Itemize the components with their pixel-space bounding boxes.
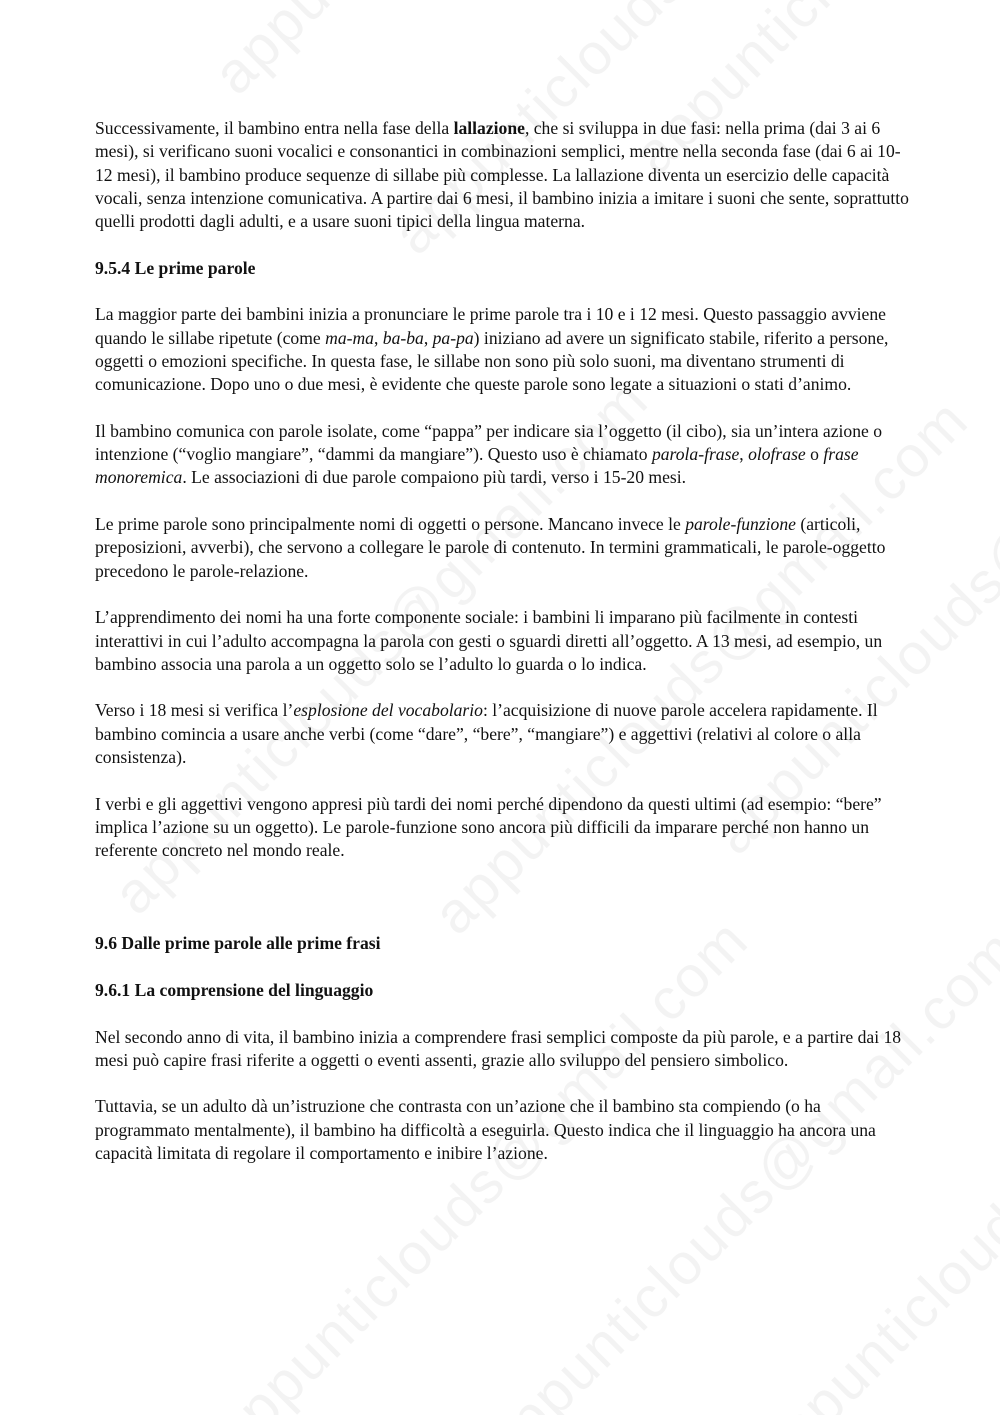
paragraph-apprendimento-nomi: L’apprendimento dei nomi ha una forte componente sociale: i bambini li imparano più facilmente in contesti interattivi in cui l’adulto accompagna la parola con gesti o sguardi diretti all’oggetto. A 13 mesi, ad esempio, un bambino associa una parola a un oggetto solo se l’adulto lo guarda o lo indica. (95, 607, 883, 674)
section-heading-9-5-4: 9.5.4 Le prime parole (95, 257, 256, 278)
paragraph-parole-funzione: Le prime parole sono principalmente nomi di oggetti o persone. Mancano invece le parole-funzione (articoli, preposizioni, avverbi), che servono a collegare le parole di contenuto. In termini grammaticali, le parole-oggetto precedono le parole-relazione. (95, 514, 886, 581)
paragraph-lallazione: Successivamente, il bambino entra nella fase della lallazione, che si sviluppa in due fasi: nella prima (dai 3 ai 6 mesi), si verificano suoni vocalici e consonantici in combinazioni semplici, mentre nella seconda fase (dai 6 ai 10-12 mesi), il bambino produce sequenze di sillabe più complesse. La lallazione diventa un esercizio delle capacità vocali, senza intenzione comunicativa. A partire dai 6 mesi, il bambino inizia a imitare i suoni che sente, soprattutto quelli prodotti dagli adulti, e a usare suoni tipici della lingua materna. (95, 118, 909, 232)
italic-term: olofrase (748, 444, 806, 465)
paragraph-prime-parole: La maggior parte dei bambini inizia a pronunciare le prime parole tra i 10 e i 12 mesi. Questo passaggio avviene quando le sillabe ripetute (come ma-ma, ba-ba, pa-pa) iniziano ad avere un significato stabile, riferito a persone, oggetti o emozioni specifiche. In questa fase, le sillabe non sono più solo suoni, ma diventano strumenti di comunicazione. Dopo uno o due mesi, è evidente che queste parole sono legate a situazioni o stati d’animo. (95, 304, 889, 395)
italic-term: parola-frase (651, 444, 740, 465)
italic-term: frase monoremica (95, 444, 859, 488)
paragraph-istruzione-adulto: Tuttavia, se un adulto dà un’istruzione che contrasta con un’azione che il bambino sta compiendo (o ha programmato mentalmente), il bambino ha difficoltà a eseguirla. Questo indica che il linguaggio ha ancora una capacità limitata di regolare il comportamento e inibire l’azione. (95, 1096, 876, 1164)
italic-term: pa-pa (432, 327, 474, 348)
italic-term: ma-ma (325, 327, 374, 348)
paragraph-verbi-aggettivi: I verbi e gli aggettivi vengono appresi più tardi dei nomi perché dipendono da questi ultimi (ad esempio: “bere” implica l’azione su un oggetto). Le parole-funzione sono ancora più difficili da imparare perché non hanno un referente concreto nel mondo reale. (95, 793, 882, 861)
section-heading-9-6-1: 9.6.1 La comprensione del linguaggio (95, 979, 374, 1000)
watermark (200, 0, 762, 107)
section-spacer (95, 886, 910, 933)
italic-term: esplosione del vocabolario (293, 700, 483, 721)
paragraph-comprensione: Nel secondo anno di vita, il bambino inizia a comprendere frasi semplici composte da più parole, e a partire dai 18 mesi può capire frasi riferite a oggetti o eventi assenti, grazie allo sviluppo del pensiero simbolico. (95, 1026, 902, 1070)
paragraph-esplosione-vocabolario: Verso i 18 mesi si verifica l’esplosione del vocabolario: l’acquisizione di nuove parole accelera rapidamente. Il bambino comincia a usare anche verbi (come “dare”, “bere”, “mangiare”) e aggettivi (relativi al colore o alla consistenza). (95, 700, 878, 768)
italic-term: ba-ba (382, 327, 424, 348)
document-body (95, 117, 910, 1189)
italic-term: parole-funzione (685, 514, 796, 535)
bold-term: lallazione (453, 118, 525, 138)
section-heading-9-6: 9.6 Dalle prime parole alle prime frasi (95, 933, 381, 954)
paragraph-olofrase: Il bambino comunica con parole isolate, come “pappa” per indicare sia l’oggetto (il cibo), sia un’intera azione o intenzione (“voglio mangiare”, “dammi da mangiare”). Questo uso è chiamato parola-frase, olofrase o frase monoremica. Le associazioni di due parole compaiono più tardi, verso i 15-20 mesi. (95, 420, 883, 488)
